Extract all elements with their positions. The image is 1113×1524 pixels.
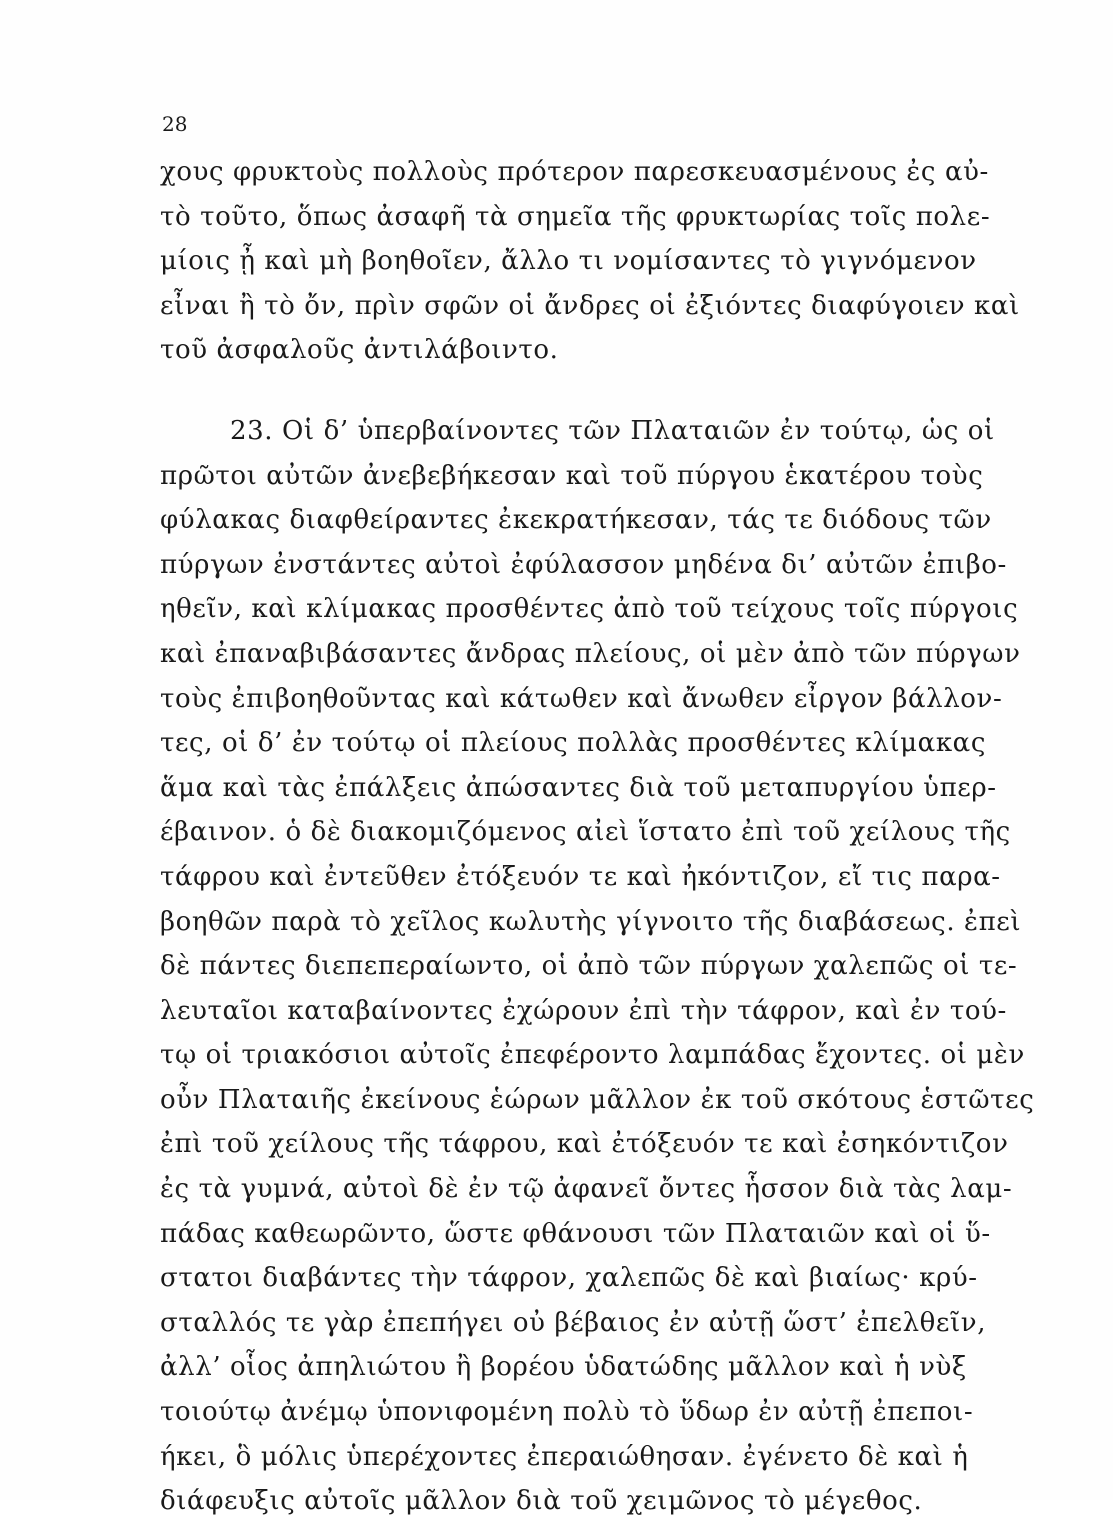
text-line: χους φρυκτοὺς πολλοὺς πρότερον παρεσκευασμένους ἐς αὐ- xyxy=(160,157,989,187)
text-line: τῳ οἱ τριακόσιοι αὐτοῖς ἐπεφέροντο λαμπάδας ἔχοντες. οἱ μὲν xyxy=(160,1040,1025,1071)
text-line: δὲ πάντες διεπεπεραίωντο, οἱ ἀπὸ τῶν πύργων χαλεπῶς οἱ τε- xyxy=(160,951,1018,982)
page-number: 28 xyxy=(162,112,188,136)
text-line: πύργων ἐνστάντες αὐτοὶ ἐφύλασσον μηδένα δι’ αὐτῶν ἐπιβο- xyxy=(160,549,1007,580)
text-line: τες, οἱ δ’ ἐν τούτῳ οἱ πλείους πολλὰς προσθέντες κλίμακας xyxy=(160,728,986,759)
text-line: ἐπὶ τοῦ χείλους τῆς τάφρου, καὶ ἐτόξευόν τε καὶ ἐσηκόντιζον xyxy=(160,1129,1009,1160)
text-line: ἀλλ’ οἷος ἀπηλιώτου ἢ βορέου ὑδατώδης μᾶλλον καὶ ἡ νὺξ xyxy=(160,1352,967,1383)
text-body xyxy=(160,150,1080,1524)
text-line: πάδας καθεωρῶντο, ὥστε φθάνουσι τῶν Πλαταιῶν καὶ οἱ ὕ- xyxy=(160,1218,991,1249)
text-line: λευταῖοι καταβαίνοντες ἐχώρουν ἐπὶ τὴν τάφρον, καὶ ἐν τού- xyxy=(160,995,1007,1026)
text-line: στατοι διαβάντες τὴν τάφρον, χαλεπῶς δὲ καὶ βιαίως· κρύ- xyxy=(160,1263,978,1294)
text-line: τοῦ ἀσφαλοῦς ἀντιλάβοιντο. xyxy=(160,335,559,366)
text-line: ήκει, ὃ μόλις ὑπερέχοντες ἐπεραιώθησαν. ἐγένετο δὲ καὶ ἡ xyxy=(160,1441,969,1472)
paragraph-1 xyxy=(160,150,1080,373)
text-line: μίοις ᾖ καὶ μὴ βοηθοῖεν, ἄλλο τι νομίσαντες τὸ γιγνόμενον xyxy=(160,246,977,277)
text-line: τοιούτῳ ἀνέμῳ ὑπονιφομένη πολὺ τὸ ὕδωρ ἐν αὐτῇ ἐπεποι- xyxy=(160,1397,974,1428)
text-line: ηθεῖν, καὶ κλίμακας προσθέντες ἀπὸ τοῦ τείχους τοῖς πύργοις xyxy=(160,594,1019,625)
text-line: τάφρου καὶ ἐντεῦθεν ἐτόξευόν τε καὶ ἠκόντιζον, εἴ τις παρα- xyxy=(160,861,1001,892)
text-line: έβαινον. ὁ δὲ διακομιζόμενος αἰεὶ ἵστατο ἐπὶ τοῦ χείλους τῆς xyxy=(160,817,1011,848)
text-line: σταλλός τε γὰρ ἐπεπήγει οὐ βέβαιος ἐν αὐτῇ ὥστ’ ἐπελθεῖν, xyxy=(160,1307,987,1338)
text-line: ἐς τὰ γυμνά, αὐτοὶ δὲ ἐν τῷ ἀφανεῖ ὄντες ἧσσον διὰ τὰς λαμ- xyxy=(160,1174,1013,1205)
paragraph-2 xyxy=(160,409,1080,1524)
text-line: ἅμα καὶ τὰς ἐπάλξεις ἀπώσαντες διὰ τοῦ μεταπυργίου ὑπερ- xyxy=(160,772,997,803)
text-line: καὶ ἐπαναβιβάσαντες ἄνδρας πλείους, οἱ μὲν ἀπὸ τῶν πύργων xyxy=(160,638,1021,669)
text-line: 23. Οἱ δ’ ὑπερβαίνοντες τῶν Πλαταιῶν ἐν τούτῳ, ὡς οἱ xyxy=(230,415,995,446)
text-line: τὸ τοῦτο, ὅπως ἀσαφῆ τὰ σημεῖα τῆς φρυκτωρίας τοῖς πολε- xyxy=(160,201,991,232)
paragraph-gap xyxy=(160,373,1080,409)
text-line: οὖν Πλαταιῆς ἐκείνους ἑώρων μᾶλλον ἐκ τοῦ σκότους ἑστῶτες xyxy=(160,1084,1035,1115)
text-line: βοηθῶν παρὰ τὸ χεῖλος κωλυτὴς γίγνοιτο τῆς διαβάσεως. ἐπεὶ xyxy=(160,906,1022,937)
text-line: εἶναι ἢ τὸ ὄν, πρὶν σφῶν οἱ ἄνδρες οἱ ἐξιόντες διαφύγοιεν καὶ xyxy=(160,290,1020,321)
text-line: τοὺς ἐπιβοηθοῦντας καὶ κάτωθεν καὶ ἄνωθεν εἶργον βάλλον- xyxy=(160,683,1003,714)
text-line: πρῶτοι αὐτῶν ἀνεβεβήκεσαν καὶ τοῦ πύργου ἑκατέρου τοὺς xyxy=(160,460,984,491)
text-line: διάφευξις αὐτοῖς μᾶλλον διὰ τοῦ χειμῶνος τὸ μέγεθος. xyxy=(160,1486,923,1517)
text-line: φύλακας διαφθείραντες ἐκεκρατήκεσαν, τάς τε διόδους τῶν xyxy=(160,505,992,536)
